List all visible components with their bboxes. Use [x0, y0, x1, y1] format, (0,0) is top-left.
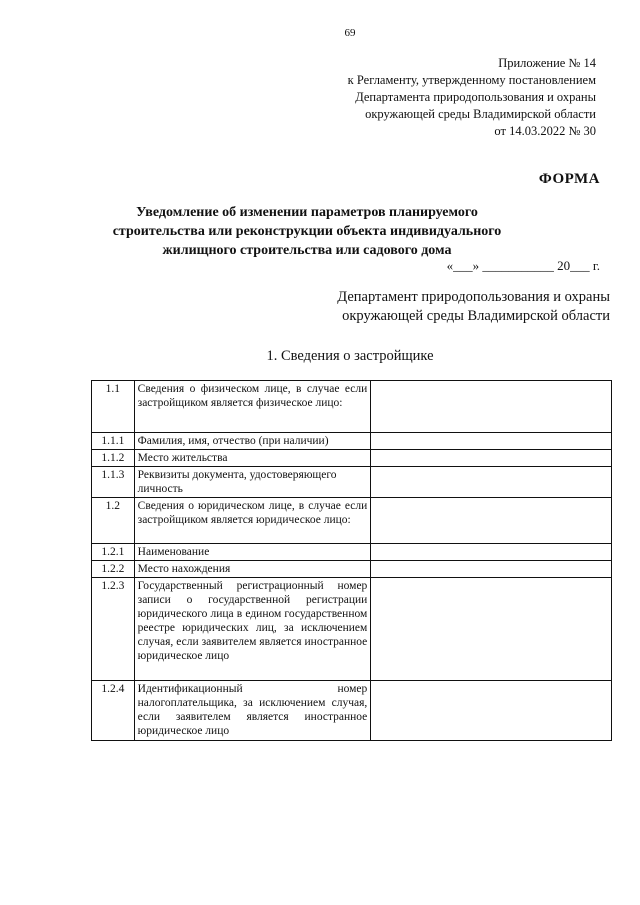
appendix-line: Приложение № 14: [498, 56, 596, 70]
row-value-field[interactable]: [371, 433, 612, 450]
row-description: Сведения о юридическом лице, в случае если застройщиком является юридическое лицо:: [134, 498, 371, 544]
table-row: [92, 450, 612, 467]
table-row: [92, 681, 612, 741]
row-number: 1.1.3: [92, 467, 135, 498]
row-description: Сведения о физическом лице, в случае если застройщиком является физическое лицо:: [134, 381, 371, 433]
section-title: 1. Сведения о застройщике: [266, 348, 434, 364]
row-description: Реквизиты документа, удостоверяющего личность: [134, 467, 371, 498]
appendix-line: Департамента природопользования и охраны: [355, 90, 596, 104]
row-description: Место нахождения: [134, 561, 371, 578]
row-value-field[interactable]: [371, 498, 612, 544]
row-value-field[interactable]: [371, 450, 612, 467]
appendix-line: к Регламенту, утвержденному постановлением: [347, 73, 596, 87]
table-row: [92, 544, 612, 561]
addressee-line: Департамент природопользования и охраны: [337, 289, 610, 305]
row-number: 1.1: [92, 381, 135, 433]
appendix-line: окружающей среды Владимирской области: [365, 107, 596, 121]
row-description: Государственный регистрационный номер записи о государственной регистрации юридического лица в едином государственном реестре юридических лиц, за исключением случая, если заявителем является иностранное юридическое лицо: [134, 578, 371, 681]
row-value-field[interactable]: [371, 381, 612, 433]
row-number: 1.2.3: [92, 578, 135, 681]
row-description: Идентификационный номер налогоплательщика, за исключением случая, если заявителем является иностранное юридическое лицо: [134, 681, 371, 741]
addressee-line: окружающей среды Владимирской области: [342, 308, 610, 324]
table-row: [92, 467, 612, 498]
applicant-table: [91, 380, 612, 741]
row-value-field[interactable]: [371, 561, 612, 578]
table-row: [92, 498, 612, 544]
row-description: Наименование: [134, 544, 371, 561]
form-label: ФОРМА: [538, 171, 600, 187]
row-number: 1.1.2: [92, 450, 135, 467]
table-row: [92, 381, 612, 433]
row-value-field[interactable]: [371, 544, 612, 561]
page-number: 69: [344, 27, 356, 39]
row-description: Фамилия, имя, отчество (при наличии): [134, 433, 371, 450]
row-value-field[interactable]: [371, 681, 612, 741]
row-value-field[interactable]: [371, 467, 612, 498]
date-line[interactable]: «___» ___________ 20___ г.: [446, 258, 600, 273]
table-row: [92, 578, 612, 681]
addressee: [337, 288, 610, 326]
document-title: Уведомление об изменении параметров планируемого строительства или реконструкции объекта индивидуального жилищного строительства или садового дома: [112, 205, 502, 258]
row-number: 1.2.4: [92, 681, 135, 741]
row-number: 1.2.1: [92, 544, 135, 561]
row-number: 1.2: [92, 498, 135, 544]
table-row: [92, 561, 612, 578]
appendix-line: от 14.03.2022 № 30: [494, 124, 596, 138]
row-number: 1.2.2: [92, 561, 135, 578]
row-value-field[interactable]: [371, 578, 612, 681]
row-description: Место жительства: [134, 450, 371, 467]
row-number: 1.1.1: [92, 433, 135, 450]
table-row: [92, 433, 612, 450]
appendix-header: [348, 55, 596, 140]
